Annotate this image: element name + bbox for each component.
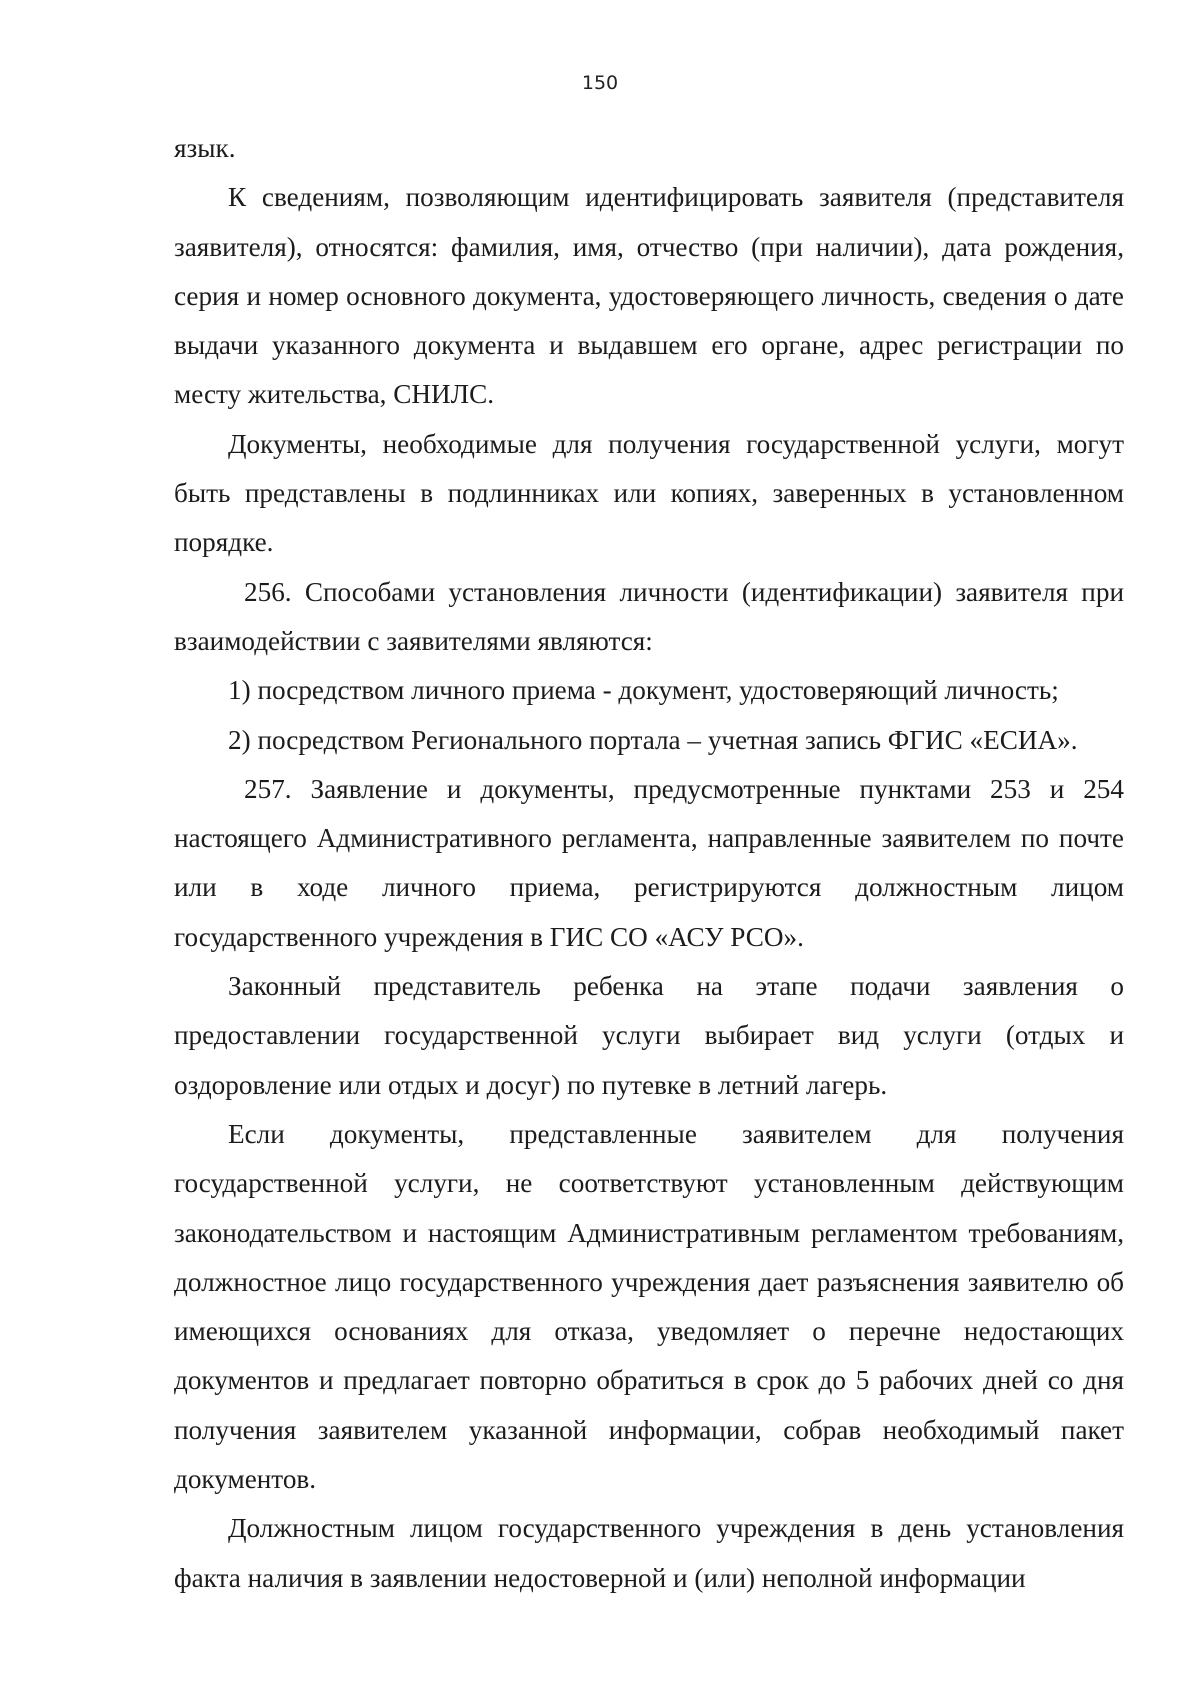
paragraph-documents-form: Документы, необходимые для получения государственной услуги, могут быть представлены в подлинниках или копиях, заверенных в установленном порядке.	[174, 428, 1124, 558]
paragraph-continuation: язык.	[174, 133, 236, 163]
paragraph-incomplete-information: Должностным лицом государственного учреждения в день установления факта наличия в заявлении недостоверной и (или) неполной информации	[174, 1513, 1124, 1593]
list-item-personal-reception: 1) посредством личного приема - документ, удостоверяющий личность;	[228, 675, 1059, 706]
paragraph-non-compliant-documents: Если документы, представленные заявителем для получения государственной услуги, не соответствуют установленным действующим законодательством и настоящим Административным регламентом требованиям, должностное лицо государственного учреждения дает разъяснения заявителю об имеющихся основаниях для отказа, уведомляет о перечне недостающих документов и предлагает повторно обратиться в срок до 5 рабочих дней со дня получения заявителем указанной информации, собрав необходимый пакет документов.	[174, 1118, 1124, 1495]
document-body	[174, 124, 1124, 1603]
paragraph-legal-representative: Законный представитель ребенка на этапе подачи заявления о предоставлении государственной услуги выбирает вид услуги (отдых и оздоровление или отдых и досуг) по путевке в летний лагерь.	[174, 971, 1124, 1100]
paragraph-identification-info: К сведениям, позволяющим идентифицировать заявителя (представителя заявителя), относятся: фамилия, имя, отчество (при наличии), дата рождения, серия и номер основного документа, удостоверяющего личность, сведения о дате выдачи указанного документа и выдавшем его органе, адрес регистрации по месту жительства, СНИЛС.	[174, 182, 1124, 410]
paragraph-257: 257. Заявление и документы, предусмотренные пунктами 253 и 254 настоящего Административного регламента, направленные заявителем по почте или в ходе личного приема, регистрируются должностным лицом государственного учреждения в ГИС СО «АСУ РСО».	[174, 773, 1124, 952]
page-number: 150	[581, 72, 619, 94]
paragraph-256: 256. Способами установления личности (идентификации) заявителя при взаимодействии с заявителями являются:	[174, 576, 1124, 656]
list-item-regional-portal: 2) посредством Регионального портала – учетная запись ФГИС «ЕСИА».	[228, 724, 1078, 755]
